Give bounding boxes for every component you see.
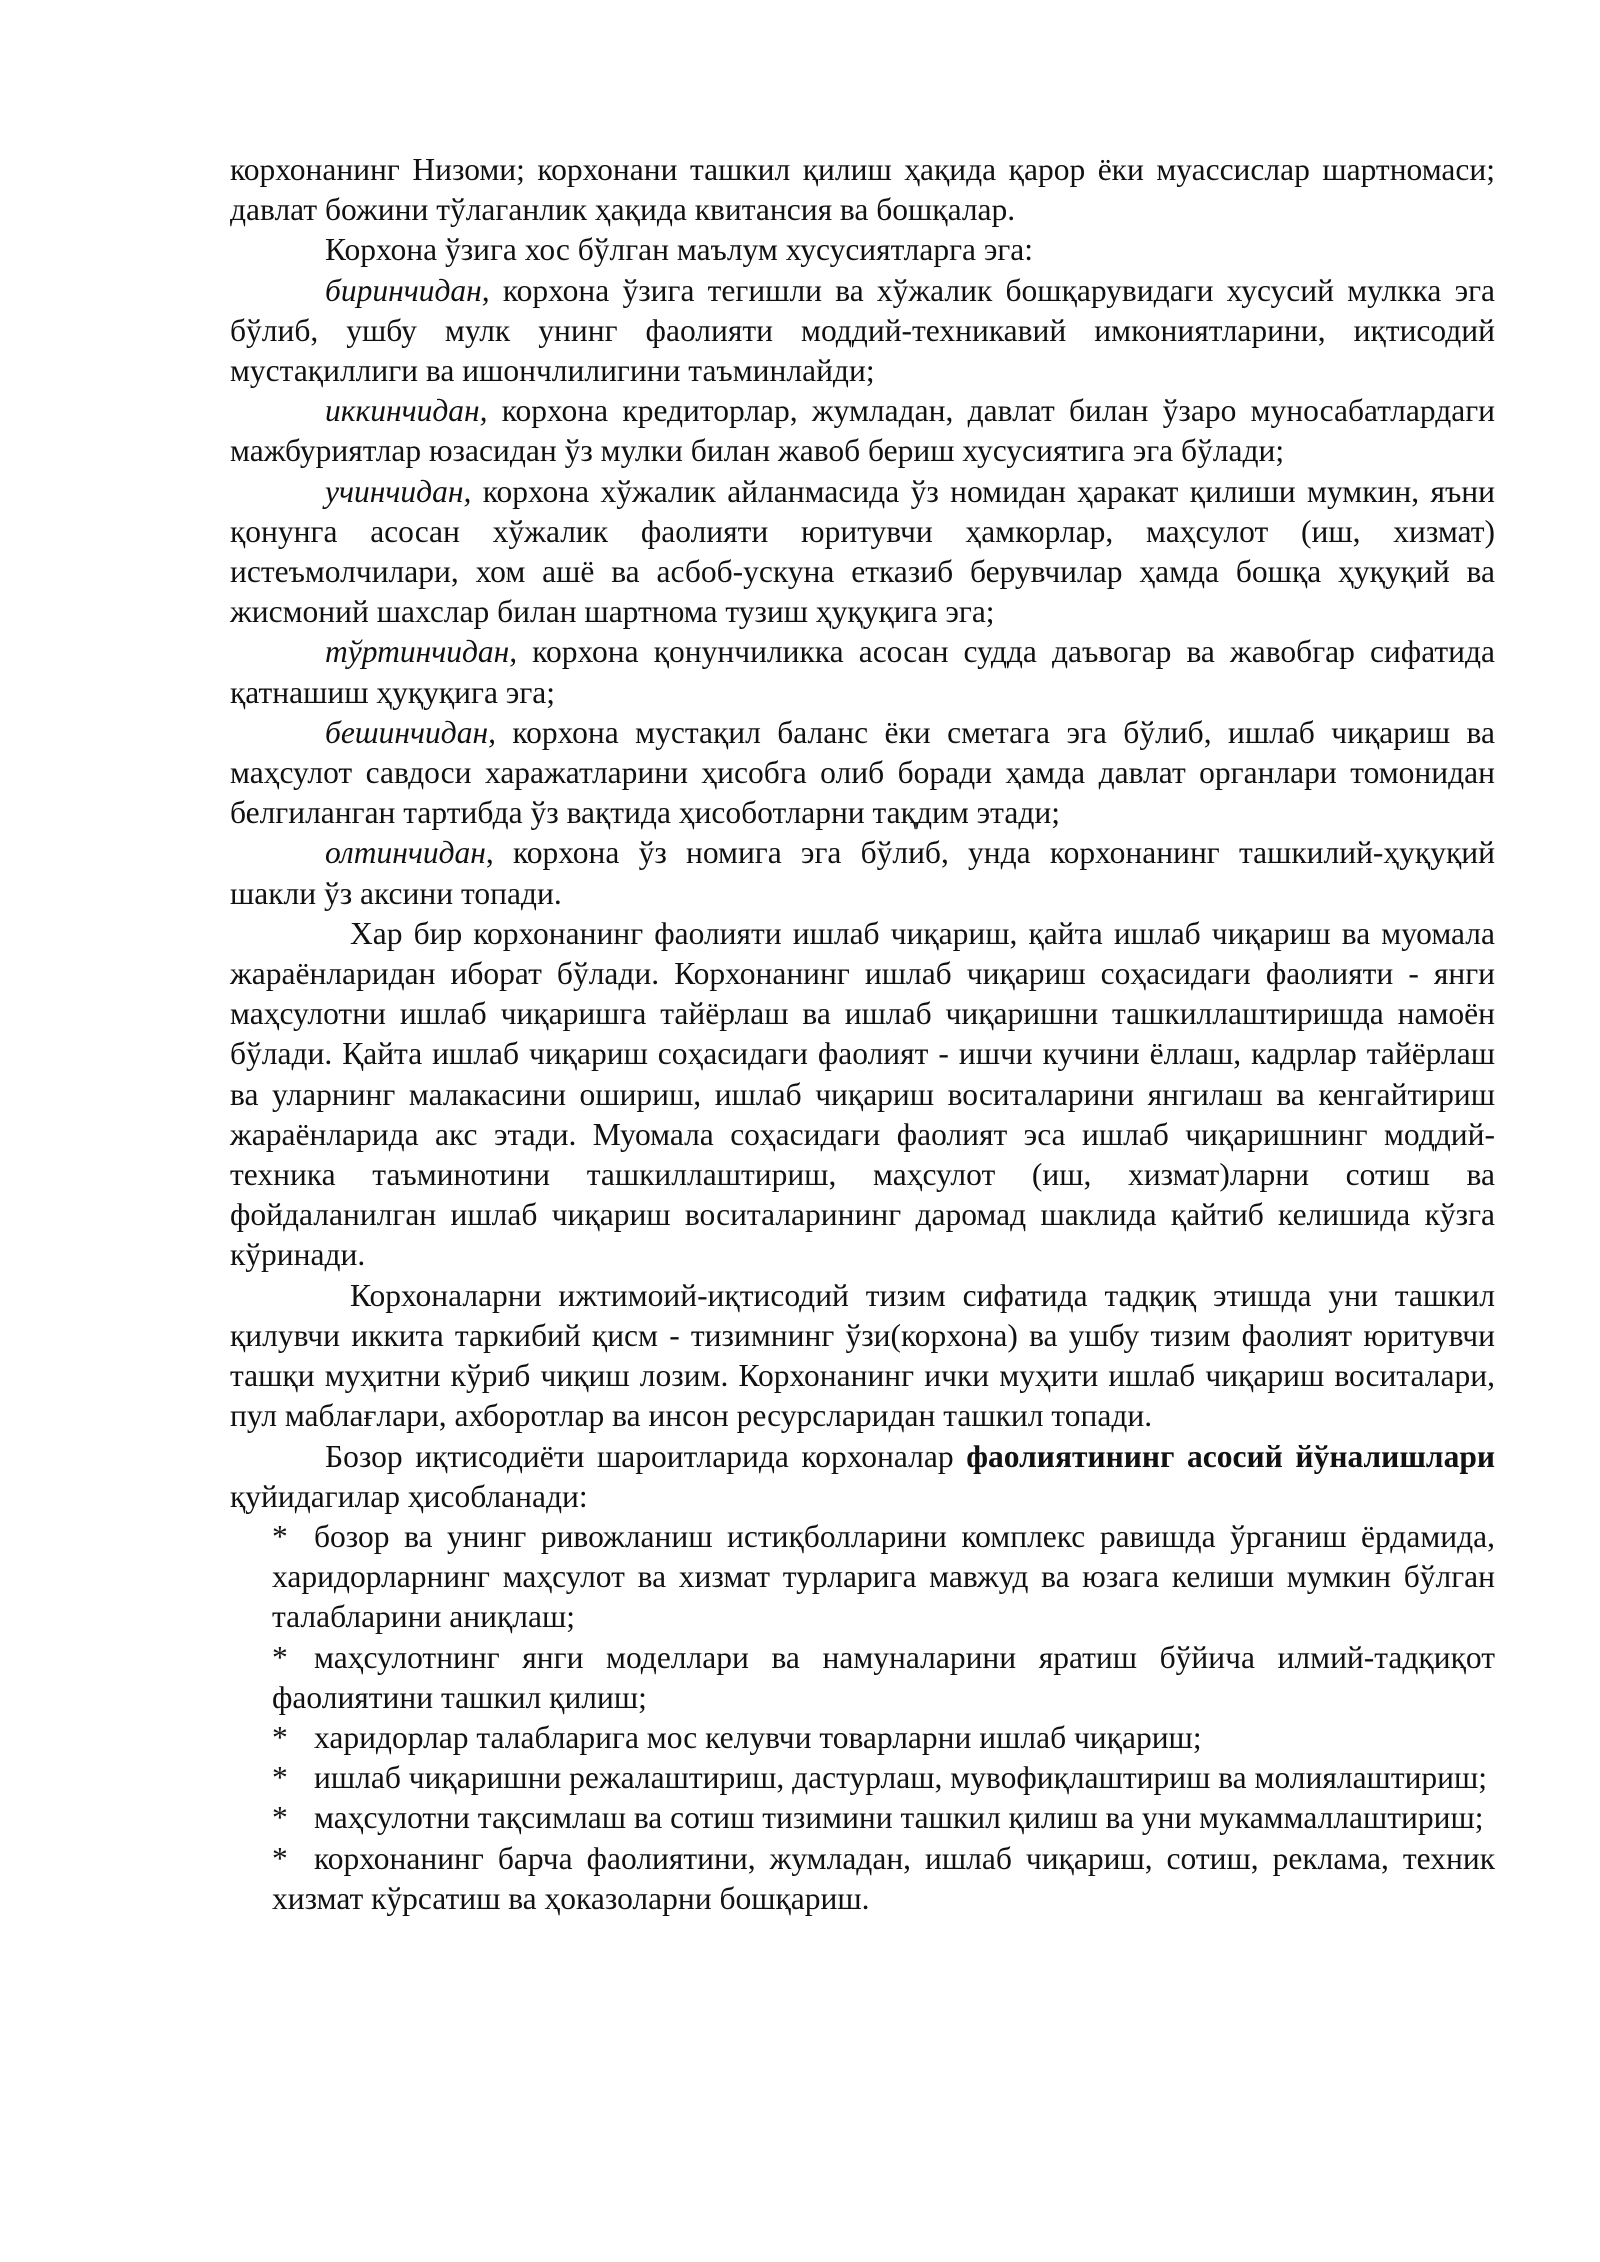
feature-lead: олтинчидан [325, 835, 486, 871]
feature-item [230, 713, 1495, 834]
list-item-text: харидорлар талабларига мос келувчи товарларни ишлаб чиқариш; [314, 1719, 1202, 1755]
list-item-text: бозор ва унинг ривожланиш истиқболларини комплекс равишда ўрганиш ёрдамида, харидорларнинг маҳсулот ва хизмат турларига мавжуд ва юзага келиши мумкин бўлган талабларини аниқлаш; [272, 1518, 1495, 1635]
directions-paragraph [230, 1437, 1495, 1517]
list-item-text: корхонанинг барча фаолиятини, жумладан, ишлаб чиқариш, сотиш, реклама, техник хизмат кўрсатиш ва ҳоказоларни бошқариш. [272, 1840, 1495, 1916]
bullet-marker: * [272, 1760, 288, 1796]
feature-item [230, 632, 1495, 712]
directions-start: Бозор иқтисодиёти шароитларида корхоналар [325, 1438, 967, 1474]
feature-item [230, 472, 1495, 633]
list-item [272, 1718, 1495, 1758]
list-item-text: маҳсулотни тақсимлаш ва сотиш тизимини ташкил қилиш ва уни мукаммаллаштириш; [314, 1800, 1484, 1836]
bullet-marker: * [272, 1840, 288, 1876]
bullet-marker: * [272, 1719, 288, 1755]
list-item [272, 1517, 1495, 1638]
bullet-marker: * [272, 1800, 288, 1836]
feature-text: корхона хўжалик айланмасида ўз номидан ҳаракат қилиши мумкин, яъни қонунга асосан хўжалик фаолияти юритувчи ҳамкорлар, маҳсулот (иш, хизмат) истеъмолчилари, хом ашё ва асбоб-ускуна етказиб берувчилар ҳамда бошқа ҳуқуқий ва жисмоний шахслар билан шартнома тузиш ҳуқуқига эга; [230, 473, 1495, 630]
bullet-marker: * [272, 1518, 288, 1554]
list-item-text: маҳсулотнинг янги моделлари ва намуналарини яратиш бўйича илмий-тадқиқот фаолиятини ташкил қилиш; [272, 1639, 1495, 1715]
feature-lead: учинчидан, [325, 473, 472, 509]
feature-item [230, 271, 1495, 392]
directions-end: қуйидагилар ҳисобланади: [230, 1478, 588, 1514]
feature-text: , корхона ўз номига эга бўлиб, унда корхонанинг ташкилий-ҳуқуқий шакли ўз аксини топади. [230, 835, 1495, 911]
activity-paragraph: Хар бир корхонанинг фаолияти ишлаб чиқариш, қайта ишлаб чиқариш ва муомала жараёнларидан иборат бўлади. Корхонанинг ишлаб чиқариш соҳасидаги фаолияти - янги маҳсулотни ишлаб чиқаришга тайёрлаш ва ишлаб чиқаришни ташкиллаштиришда намоён бўлади. Қайта ишлаб чиқариш соҳасидаги фаолият - ишчи кучини ёллаш, кадрлар тайёрлаш ва уларнинг малакасини ошириш, ишлаб чиқариш воситаларини янгилаш ва кенгайтириш жараёнларида акс этади. Муомала соҳасидаги фаолият эса ишлаб чиқаришнинг моддий-техника таъминотини ташкиллаштириш, маҳсулот (иш, хизмат)ларни сотиш ва фойдаланилган ишлаб чиқариш воситаларининг даромад шаклида қайтиб келишида кўзга кўринади. [230, 915, 1495, 1273]
feature-text: корхона қонунчиликка асосан судда даъвогар ва жавобгар сифатида қатнашиш ҳуқуқига эга; [230, 634, 1495, 710]
list-item [272, 1638, 1495, 1718]
feature-text: корхона кредиторлар, жумладан, давлат билан ўзаро муносабатлардаги мажбуриятлар юзасидан ўз мулки билан жавоб бериш хусусиятига эга бўлади; [230, 393, 1495, 469]
feature-lead: тўртинчидан, [325, 634, 518, 670]
list-item [272, 1758, 1495, 1798]
intro-paragraph: корхонанинг Низоми; корхонани ташкил қилиш ҳақида қарор ёки муассислар шартномаси; давлат божини тўлаганлик ҳақида квитансия ва бошқалар. [230, 152, 1495, 228]
bullet-marker: * [272, 1639, 288, 1675]
list-item [272, 1798, 1495, 1838]
feature-text: корхона мустақил баланс ёки сметага эга бўлиб, ишлаб чиқариш ва маҳсулот савдоси харажатларини ҳисобга олиб боради ҳамда давлат органлари томонидан белгиланган тартибда ўз вақтида ҳисоботларни тақдим этади; [230, 714, 1495, 831]
directions-bold: фаолиятининг асосий йўналишлари [966, 1438, 1496, 1474]
feature-lead: биринчидан, [325, 272, 490, 308]
document-page [230, 150, 1495, 1919]
feature-lead: иккинчидан, [325, 393, 488, 429]
list-item-text: ишлаб чиқаришни режалаштириш, дастурлаш, мувофиқлаштириш ва молиялаштириш; [314, 1760, 1488, 1796]
list-item [272, 1839, 1495, 1919]
feature-lead: бешинчидан, [325, 714, 496, 750]
system-paragraph: Корхоналарни ижтимоий-иқтисодий тизим сифатида тадқиқ этишда уни ташкил қилувчи иккита таркибий қисм - тизимнинг ўзи(корхона) ва ушбу тизим фаолият юритувчи ташқи муҳитни кўриб чиқиш лозим. Корхонанинг ички муҳити ишлаб чиқариш воситалари, пул маблағлари, ахборотлар ва инсон ресурсларидан ташкил топади. [230, 1277, 1495, 1434]
feature-item [230, 391, 1495, 471]
feature-item [230, 833, 1495, 913]
features-heading: Корхона ўзига хос бўлган маълум хусусиятларга эга: [325, 232, 1034, 268]
feature-text: корхона ўзига тегишли ва хўжалик бошқарувидаги хусусий мулкка эга бўлиб, ушбу мулк унинг фаолияти моддий-техникавий имкониятларини, иқтисодий мустақиллиги ва ишончлилигини таъминлайди; [230, 272, 1495, 389]
